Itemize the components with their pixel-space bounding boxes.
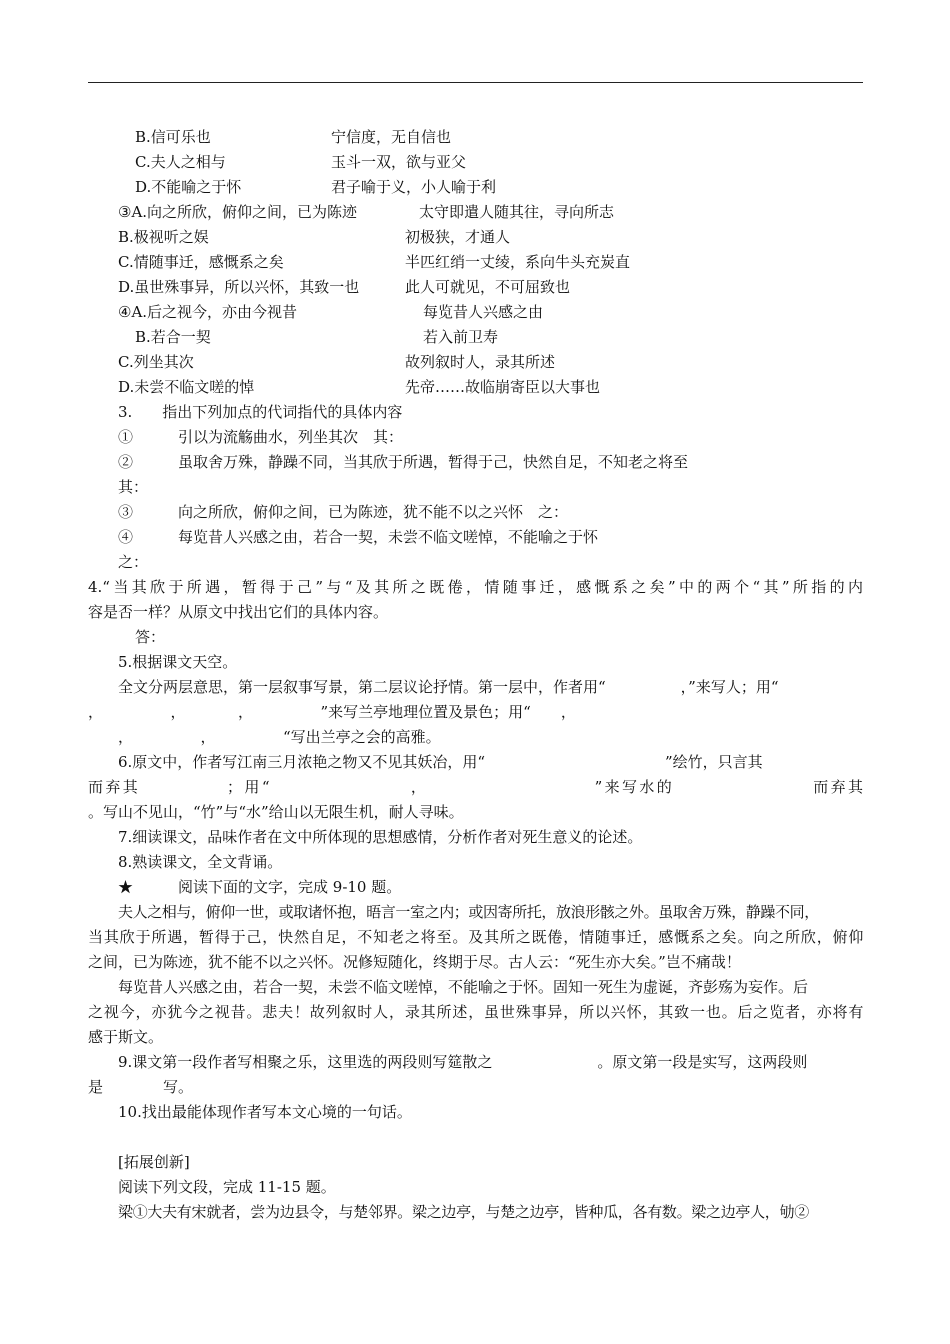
question-3-item-1: ① 引以为流觞曲水，列坐其次 其： [118, 428, 404, 446]
question-9-line-1: 9.课文第一段作者写相聚之乐，这里选的两段则写筵散之 。原文第一段是实写，这两段则 [118, 1053, 808, 1071]
group4-option-d-left: D.未尝不临文嗟的悼 [118, 378, 255, 396]
group3-option-c-left: C.情随事迁，感慨系之矣 [118, 253, 284, 271]
passage-p1-line-2: 当其欣于所遇，暂得于己，快然自足，不知老之将至。及其所之既倦，情随事迁，感慨系之矣。向之所欣，俯仰 [88, 928, 863, 946]
question-4-answer-label: 答： [135, 628, 166, 646]
extension-heading: [拓展创新] [118, 1153, 190, 1171]
question-3-item-4: ④ 每览昔人兴感之由，若合一契，未尝不临文嗟悼，不能喻之于怀 [118, 528, 599, 546]
question-6-line-3: 。写山不见山，“竹”与“水”给山以无限生机，耐人寻味。 [88, 803, 464, 821]
group4-option-d-right: 先帝……故临崩寄臣以大事也 [405, 378, 601, 396]
question-3-title: 3. 指出下列加点的代词指代的具体内容 [118, 403, 403, 421]
extension-instruction: 阅读下列文段，完成 11-15 题。 [118, 1178, 336, 1196]
group3-option-a-right: 太守即遣人随其往，寻向所志 [419, 203, 615, 221]
group3-option-b-left: B.极视听之娱 [118, 228, 209, 246]
option-b-left: B.信可乐也 [135, 128, 211, 146]
question-5-title: 5.根据课文天空。 [118, 653, 238, 671]
option-c-left: C.夫人之相与 [135, 153, 226, 171]
question-3-item-2: ② 虽取舍万殊，静躁不同，当其欣于所遇，暂得于己，快然自足，不知老之将至 [118, 453, 689, 471]
question-9-line-2: 是 写。 [88, 1078, 194, 1096]
passage-p1-line-1: 夫人之相与，俯仰一世，或取诸怀抱，晤言一室之内；或因寄所托，放浪形骸之外。虽取舍万殊，静躁不同， [118, 903, 819, 921]
question-5-line-3: ， ， “写出兰亭之会的高雅。 [118, 728, 441, 746]
group4-option-c-right: 故列叙时人，录其所述 [405, 353, 556, 371]
question-7: 7.细读课文，品味作者在文中所体现的思想感情，分析作者对死生意义的论述。 [118, 828, 643, 846]
option-b-right: 宁信度，无自信也 [331, 128, 452, 146]
question-5-line-1: 全文分两层意思，第一层叙事写景，第二层议论抒情。第一层中，作者用“ ，”来写人；用“ [118, 678, 779, 696]
passage-p2-line-3: 感于斯文。 [88, 1028, 164, 1046]
group4-option-a-left: ④A.后之视今，亦由今视昔 [118, 303, 298, 321]
extension-passage-line-1: 梁①大夫有宋就者，尝为边县令，与楚邻界。梁之边亭，与楚之边亭，皆种瓜，各有数。梁之边亭人，劬② [118, 1203, 809, 1221]
group4-option-b-left: B.若合一契 [135, 328, 211, 346]
question-4-line-2: 容是否一样？从原文中找出它们的具体内容。 [88, 603, 389, 621]
group4-option-b-right: 若入前卫寿 [423, 328, 499, 346]
reading-instruction: ★ 阅读下面的文字，完成 9-10 题。 [118, 878, 402, 896]
passage-p2-line-1: 每览昔人兴感之由，若合一契，未尝不临文嗟悼，不能喻之于怀。固知一死生为虚诞，齐彭殇为妄作。后 [118, 978, 809, 996]
question-6-line-1: 6.原文中，作者写江南三月浓艳之物又不见其妖冶，用“ ”绘竹，只言其 [118, 753, 763, 771]
option-d-right: 君子喻于义，小人喻于利 [331, 178, 497, 196]
question-4-line-1: 4.“当其欣于所遇，暂得于己”与“及其所之既倦，情随事迁，感慨系之矣”中的两个“其”所指的内 [88, 578, 863, 596]
question-8: 8.熟读课文，全文背诵。 [118, 853, 283, 871]
group3-option-b-right: 初极狭，才通人 [405, 228, 511, 246]
group4-option-c-left: C.列坐其次 [118, 353, 194, 371]
passage-p2-line-2: 之视今，亦犹今之视昔。悲夫！故列叙时人，录其所述，虽世殊事异，所以兴怀，其致一也。后之览者，亦将有 [88, 1003, 863, 1021]
header-rule [88, 82, 863, 83]
option-c-right: 玉斗一双，欲与亚父 [331, 153, 467, 171]
question-5-line-2: ， ， ， ”来写兰亭地理位置及景色；用“ ， [88, 703, 576, 721]
group3-option-a-left: ③A.向之所欣，俯仰之间，已为陈迹 [118, 203, 358, 221]
passage-p1-line-3: 之间，已为陈迹，犹不能不以之兴怀。况修短随化，终期于尽。古人云：“死生亦大矣。”岂不痛哉！ [88, 953, 741, 971]
question-10: 10.找出最能体现作者写本文心境的一句话。 [118, 1103, 412, 1121]
group4-option-a-right: 每览昔人兴感之由 [423, 303, 544, 321]
question-3-item-2-answer: 其： [118, 478, 149, 496]
question-3-item-3: ③ 向之所欣，俯仰之间，已为陈迹，犹不能不以之兴怀 之： [118, 503, 569, 521]
option-d-left: D.不能喻之于怀 [135, 178, 242, 196]
group3-option-d-left: D.虽世殊事异，所以兴怀，其致一也 [118, 278, 360, 296]
group3-option-d-right: 此人可就见，不可屈致也 [405, 278, 571, 296]
question-3-item-4-answer: 之： [118, 553, 149, 571]
group3-option-c-right: 半匹红绡一丈绫，系向牛头充炭直 [405, 253, 631, 271]
question-6-line-2: 而弃其 ；用“ ， ”来写水的 而弃其 [88, 778, 863, 796]
